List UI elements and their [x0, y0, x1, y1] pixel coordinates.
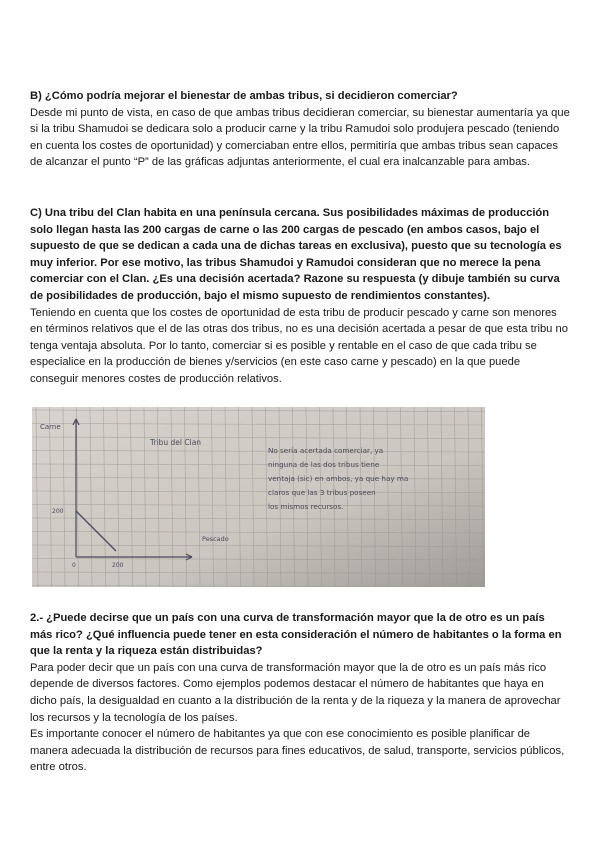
origin-label: 0	[72, 562, 76, 569]
note-line: los mismos recursos.	[268, 502, 344, 511]
question-c: C) Una tribu del Clan habita en una península cercana. Sus posibilidades máximas de producción solo llegan hasta las 200 cargas de carne o las 200 cargas de pescado (en ambos casos, bajo el supuesto de que se dedican a cada una de dichas tareas en exclusiva), puesto que su tecnología es muy inferior. Por ese motivo, las tribus Shamudoi y Ramudoi consideran que no merece la pena comerciar con el Clan. ¿Es una decisión acertada? Razone su respuesta (y dibuje también su curva de posibilidades de producción, bajo el mismo supuesto de rendimientos constantes).	[30, 207, 562, 302]
y-axis-label: Carne	[40, 423, 61, 431]
note-line: ninguna de las dos tribus tiene	[268, 460, 380, 469]
note-line: claros que las 3 tribus poseen	[268, 488, 376, 497]
answer-b: Desde mi punto de vista, en caso de que ambas tribus decidieran comerciar, su bienestar aumentaría ya que si la tribu Shamudoi se dedicara solo a producir carne y la tribu Ramudoi solo produjera pescado (teniendo en cuenta los costes de oportunidad) y comerciaban entre ellos, permitiría que ambas tribus sean capaces de alcanzar el punto “P” de las gráficas adjuntas anteriormente, el cual era inalcanzable para ambas.	[30, 106, 570, 169]
sketch-title: Tribu del Clan	[150, 438, 202, 447]
question-b: B) ¿Cómo podría mejorar el bienestar de ambas tribus, si decidieron comerciar?	[30, 90, 458, 102]
x-tick-label: 200	[112, 562, 124, 569]
note-line: No sería acertada comerciar, ya	[268, 446, 384, 455]
answer-2-paragraph-1: Para poder decir que un país con una curva de transformación mayor que la de otro es un país más rico depende de diversos factores. Como ejemplos podemos destacar el número de habitantes que haya en dicho país, la desigualdad en cuanto a la distribución de la renta y de la riqueza y la manera de aprovechar los recursos y la tecnología de los países.	[30, 661, 561, 724]
answer-c: Teniendo en cuenta que los costes de oportunidad de esta tribu de producir pescado y carne son menores en términos relativos que el de las otras dos tribus, no es una decisión acertada a pesar de que esta tribu no tenga ventaja absoluta. Por lo tanto, comerciar si es posible y rentable en el caso de que cada tribu se especialice en la producción de bienes y/servicios (en este caso carne y pescado) en la que puede conseguir menores costes de producción relativos.	[30, 306, 568, 385]
graph-paper-sketch	[32, 407, 485, 587]
y-tick-label: 200	[52, 508, 64, 515]
question-2: 2.- ¿Puede decirse que un país con una curva de transformación mayor que la de otro es un país más rico? ¿Qué influencia puede tener en esta consideración el número de habitantes o la forma en que la renta y la riqueza están distribuidas?	[30, 612, 562, 658]
section-2	[30, 610, 570, 776]
section-c	[30, 205, 570, 388]
answer-2-paragraph-2: Es importante conocer el número de habitantes ya que con ese conocimiento es posible planificar de manera adecuada la distribución de recursos para fines educativos, de salud, transporte, servicios públicos, entre otros.	[30, 728, 565, 774]
x-axis-label: Pescado	[202, 535, 229, 543]
ppf-sketch-photo	[32, 407, 485, 587]
note-line: ventaja (sic) en ambos, ya que hay ma	[268, 474, 409, 483]
section-b	[30, 88, 570, 171]
